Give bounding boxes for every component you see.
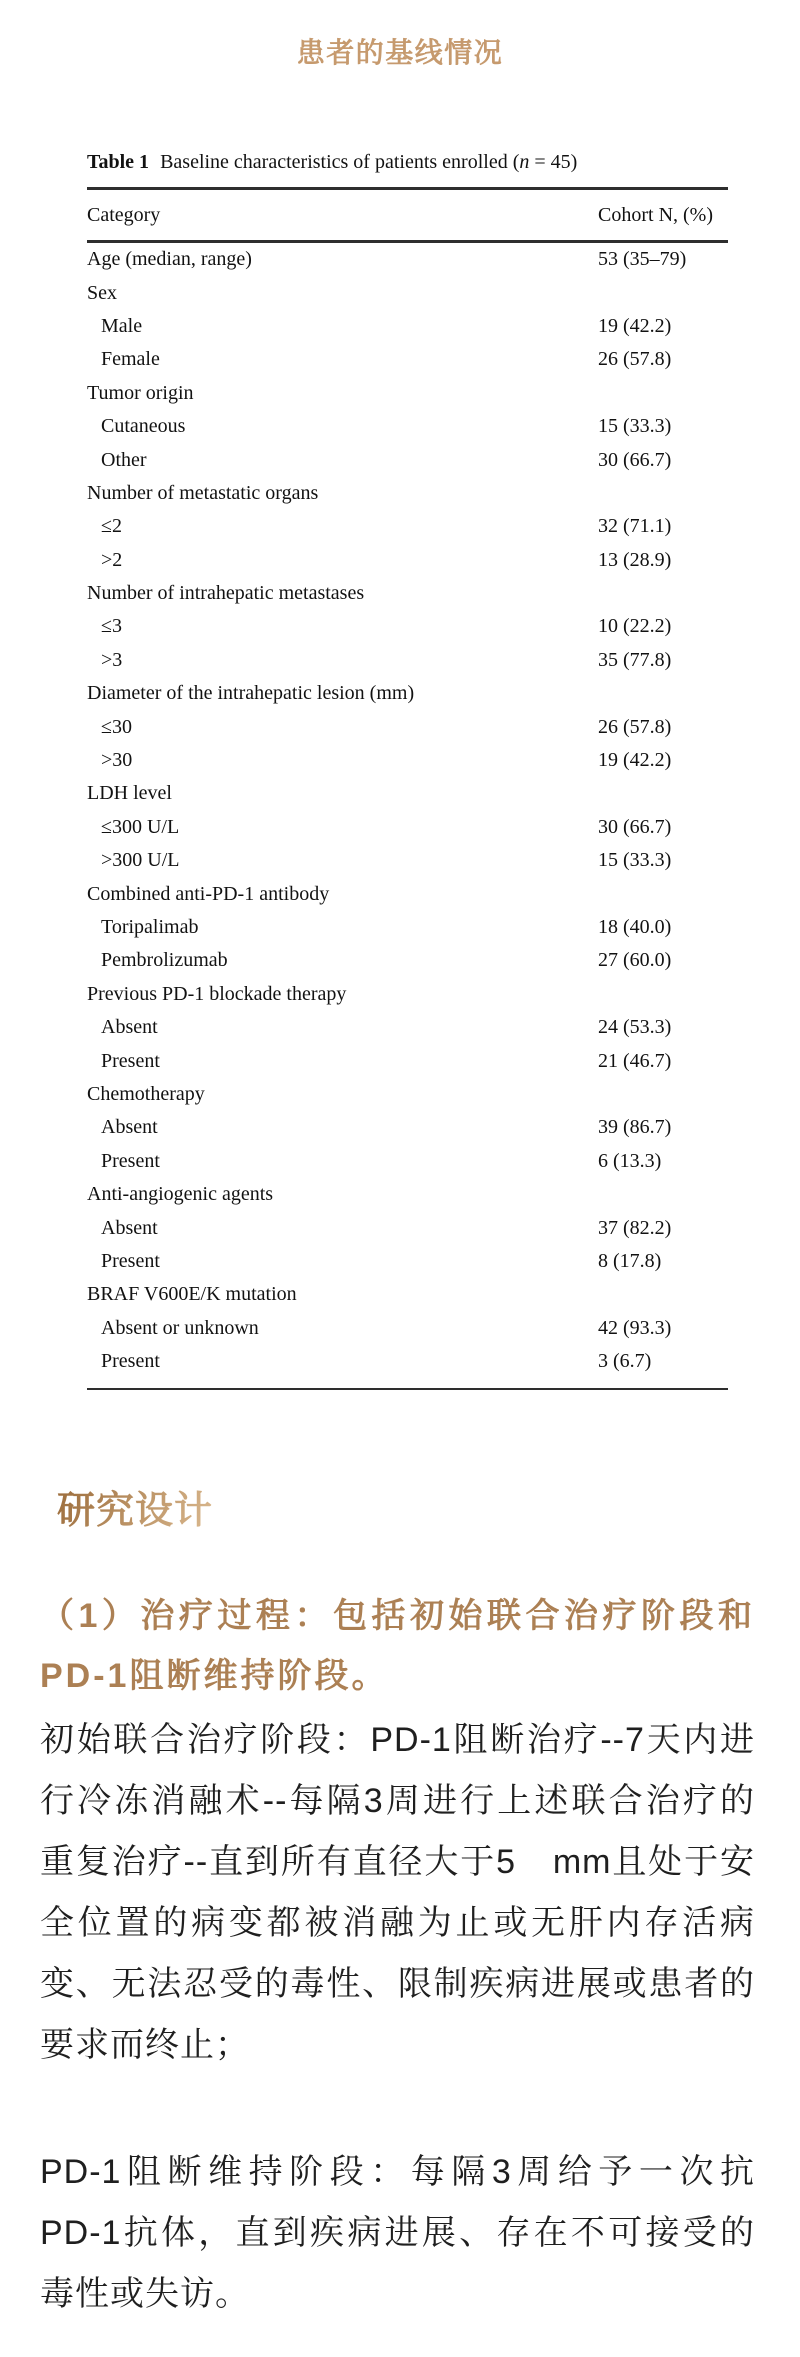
table-row (87, 710, 728, 743)
row-value: 30 (66.7) (598, 815, 672, 838)
column-header-category: Category (87, 203, 161, 226)
row-category: Age (median, range) (87, 248, 252, 271)
row-value: 18 (40.0) (598, 916, 672, 938)
table-row (87, 677, 728, 710)
row-value: 15 (33.3) (598, 415, 672, 438)
table-row (87, 911, 728, 944)
table-row (87, 343, 728, 376)
row-value: 21 (46.7) (598, 1049, 672, 1072)
table-caption-text: Baseline characteristics of patients enrolled ( (160, 151, 520, 173)
column-header-cohort (598, 204, 728, 227)
row-value: 35 (77.8) (598, 648, 672, 671)
table-row (87, 577, 728, 610)
row-value: 42 (93.3) (598, 1316, 672, 1339)
row-category: Absent (101, 1116, 158, 1139)
row-value: 19 (42.2) (598, 749, 672, 772)
row-category: Number of metastatic organs (87, 481, 319, 504)
row-category: Diameter of the intrahepatic lesion (mm) (87, 682, 415, 705)
cohort-header-n: N (658, 203, 674, 226)
row-value: 39 (86.7) (598, 1116, 672, 1139)
row-category: Present (101, 1249, 160, 1272)
table-row (87, 1278, 728, 1311)
row-category: ≤30 (101, 715, 132, 738)
table-row (87, 276, 728, 309)
row-category: Male (101, 314, 143, 337)
table-row (87, 377, 728, 410)
table-row (87, 744, 728, 777)
row-category: Combined anti-PD-1 antibody (87, 882, 330, 905)
table-row (87, 1145, 728, 1178)
text-line: PD-1抗体，直到疾病进展、存在不可接受的 (40, 2214, 755, 2252)
row-category: Chemotherapy (87, 1082, 205, 1105)
row-category: ≤3 (101, 615, 122, 638)
row-category: Present (101, 1149, 160, 1172)
text-line: 毒性或失访。 (40, 2275, 250, 2313)
page-title: 患者的基线情况 (296, 37, 504, 68)
text-line: 要求而终止； (40, 2026, 250, 2064)
table-row (87, 410, 728, 443)
table-row (87, 1312, 728, 1345)
text-line: 初始联合治疗阶段：PD-1阻断治疗--7天内进 (40, 1721, 755, 1759)
text-line: 重复治疗--直到所有直径大于5 mm且处于安 (40, 1843, 755, 1881)
row-category: ≤300 U/L (101, 815, 180, 838)
table-row (87, 1011, 728, 1044)
table-row (87, 978, 728, 1011)
table-row (87, 844, 728, 877)
row-category: BRAF V600E/K mutation (87, 1283, 297, 1306)
cohort-header-text: Cohort (598, 203, 659, 226)
row-value: 6 (13.3) (598, 1149, 662, 1172)
row-value: 27 (60.0) (598, 949, 672, 972)
row-category: Pembrolizumab (101, 949, 228, 972)
text-line: 行冷冻消融术--每隔3周进行上述联合治疗的 (40, 1782, 755, 1820)
row-category: >2 (101, 548, 123, 571)
row-value: 24 (53.3) (598, 1016, 672, 1039)
table-row (87, 1345, 728, 1378)
table-row (87, 777, 728, 810)
text-line: 全位置的病变都被消融为止或无肝内存活病 (40, 1904, 755, 1942)
paragraph-maintenance-phase (40, 2142, 755, 2325)
row-category: >3 (101, 648, 123, 671)
text-line: PD-1阻断维持阶段：每隔3周给予一次抗 (40, 2153, 755, 2191)
row-value: 53 (35–79) (598, 248, 687, 271)
row-category: Sex (87, 281, 117, 304)
row-category: Tumor origin (87, 381, 194, 404)
table-row (87, 877, 728, 910)
table-caption-tail: = 45) (529, 151, 578, 173)
row-category: Number of intrahepatic metastases (87, 582, 365, 605)
row-category: Absent (101, 1016, 158, 1039)
table-caption-label: Table 1 (87, 151, 150, 173)
table-row (87, 610, 728, 643)
row-category: ≤2 (101, 515, 122, 538)
row-category: Anti-angiogenic agents (87, 1183, 274, 1206)
table-row (87, 510, 728, 543)
table-caption-n: n (519, 151, 530, 173)
row-category: Present (101, 1350, 160, 1373)
row-category: Female (101, 348, 160, 371)
cohort-header-tail: , (%) (673, 203, 713, 226)
table-bottom-rule (87, 1388, 728, 1390)
row-value: 26 (57.8) (598, 348, 672, 371)
table-row (87, 477, 728, 510)
table-row (87, 1211, 728, 1244)
row-value: 8 (17.8) (598, 1249, 662, 1272)
text-line: PD-1阻断维持阶段。 (40, 1657, 389, 1695)
table-row (87, 544, 728, 577)
row-value: 32 (71.1) (598, 515, 672, 538)
table-row (87, 811, 728, 844)
row-category: Cutaneous (101, 415, 186, 438)
row-value: 13 (28.9) (598, 548, 672, 571)
row-value: 37 (82.2) (598, 1216, 672, 1239)
table-row (87, 1078, 728, 1111)
table-body (87, 243, 728, 1378)
row-value: 3 (6.7) (598, 1350, 652, 1373)
row-category: >30 (101, 749, 133, 772)
table-row (87, 644, 728, 677)
row-category: Present (101, 1049, 160, 1072)
row-value: 30 (66.7) (598, 448, 672, 471)
row-category: Previous PD-1 blockade therapy (87, 982, 347, 1005)
row-category: >300 U/L (101, 849, 180, 872)
row-category: Toripalimab (101, 916, 199, 938)
table-row (87, 1178, 728, 1211)
table-caption (87, 150, 728, 174)
text-line: 变、无法忍受的毒性、限制疾病进展或患者的 (40, 1965, 755, 2003)
table-row (87, 443, 728, 476)
table-row (87, 1245, 728, 1278)
row-value: 10 (22.2) (598, 615, 672, 638)
row-category: Absent (101, 1216, 158, 1239)
row-category: LDH level (87, 782, 172, 805)
table-row (87, 944, 728, 977)
row-category: Absent or unknown (101, 1316, 259, 1339)
row-value: 15 (33.3) (598, 849, 672, 872)
table-row (87, 1044, 728, 1077)
subsection-heading (40, 1586, 755, 1706)
table-row (87, 310, 728, 343)
text-line: （1）治疗过程：包括初始联合治疗阶段和 (40, 1597, 755, 1635)
paragraph-initial-phase (40, 1710, 755, 2076)
table-row (87, 1111, 728, 1144)
baseline-table (87, 150, 728, 1390)
row-value: 26 (57.8) (598, 715, 672, 738)
row-category: Other (101, 448, 147, 471)
row-value: 19 (42.2) (598, 314, 672, 337)
table-row (87, 243, 728, 276)
section-heading: 研究设计 (57, 1479, 213, 1534)
table-header-row (87, 190, 728, 240)
